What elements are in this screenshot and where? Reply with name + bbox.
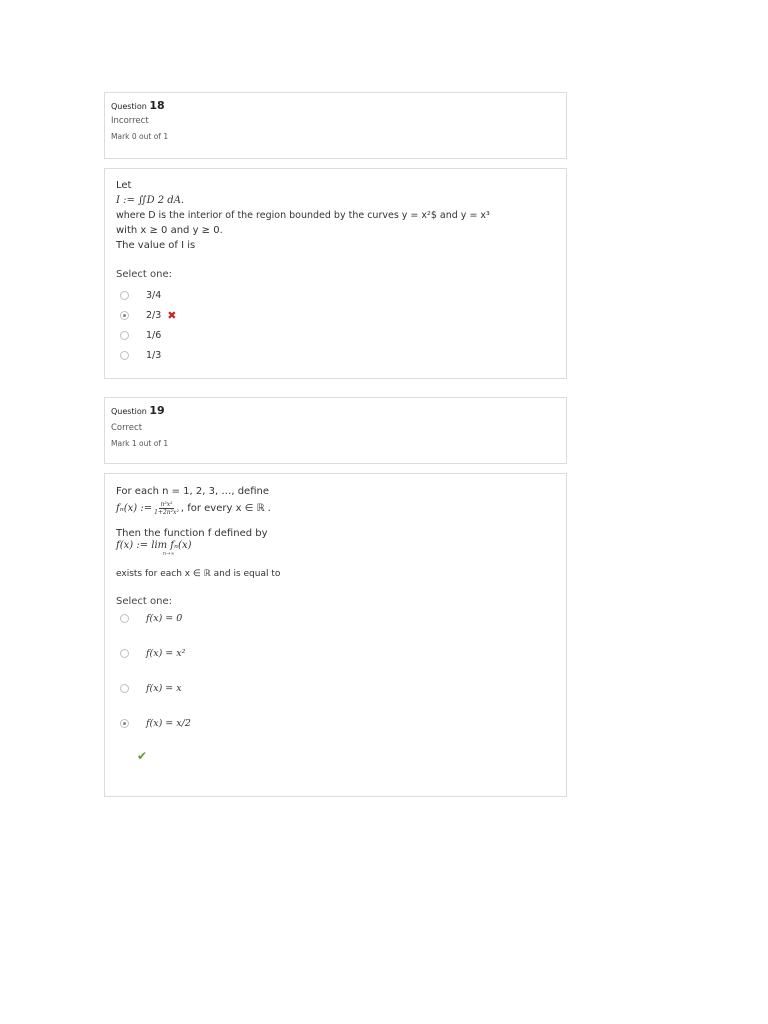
option-label: 2/3	[146, 309, 162, 321]
question-19-content	[104, 473, 567, 797]
question-text-line1: For each n = 1, 2, 3, …, define	[116, 486, 269, 497]
question-text-fn	[116, 499, 555, 517]
limit-expression	[116, 541, 192, 563]
option-label: f(x) = x²	[146, 648, 186, 659]
question-label: Question	[111, 407, 147, 416]
question-grade: Mark 0 out of 1	[111, 132, 169, 141]
question-grade: Mark 1 out of 1	[111, 439, 169, 448]
option-label: 1/3	[146, 349, 162, 361]
answer-option[interactable]	[116, 285, 555, 305]
radio-button[interactable]	[120, 649, 129, 658]
question-text-line2: where D is the interior of the region bounded by the curves y = x²$ and y = x³	[116, 210, 490, 221]
fn-fraction	[154, 501, 179, 516]
limit-subscript: n→∞	[162, 551, 175, 557]
check-icon: ✔	[137, 749, 148, 763]
question-text-fdef	[116, 541, 555, 563]
question-number-value: 18	[149, 99, 165, 112]
select-one-label: Select one:	[116, 596, 173, 607]
fn-denominator: 1+2n²x²	[154, 508, 179, 516]
cross-icon: ✖	[167, 308, 177, 322]
radio-button[interactable]	[120, 351, 129, 360]
question-text-let: Let	[116, 180, 132, 191]
option-label: f(x) = x/2	[146, 718, 191, 729]
answer-options	[116, 601, 555, 741]
answer-option[interactable]	[116, 601, 555, 636]
option-label: f(x) = x	[146, 683, 182, 694]
answer-option[interactable]	[116, 636, 555, 671]
radio-button[interactable]	[120, 331, 129, 340]
radio-button[interactable]	[120, 614, 129, 623]
question-text-line5: exists for each x ∈ ℝ and is equal to	[116, 569, 281, 579]
answer-option-selected[interactable]	[116, 706, 555, 741]
radio-button[interactable]	[120, 291, 129, 300]
answer-option[interactable]	[116, 671, 555, 706]
option-label: f(x) = 0	[146, 613, 183, 624]
question-18-info	[104, 92, 567, 159]
answer-options	[116, 285, 555, 365]
radio-button[interactable]	[120, 684, 129, 693]
option-label: 1/6	[146, 329, 162, 341]
f-definition: f(x) := lim fₙ(x)	[116, 540, 192, 551]
option-label: 3/4	[146, 289, 162, 301]
question-state: Incorrect	[111, 116, 149, 126]
fn-lhs: fₙ(x) :=	[116, 502, 153, 514]
question-text-integral: I := ∬D 2 dA.	[116, 195, 185, 206]
question-text-line4: The value of I is	[116, 240, 196, 251]
answer-option[interactable]	[116, 345, 555, 365]
question-18-content	[104, 168, 567, 379]
fn-numerator: n²x²	[160, 500, 173, 508]
select-one-label: Select one:	[116, 269, 173, 280]
question-text-line3: with x ≥ 0 and y ≥ 0.	[116, 225, 223, 236]
radio-button-selected[interactable]	[120, 311, 129, 320]
question-number-value: 19	[149, 404, 165, 417]
question-label: Question	[111, 102, 147, 111]
answer-option-selected[interactable]	[116, 305, 555, 325]
question-text-line3: Then the function f defined by	[116, 528, 268, 539]
answer-option[interactable]	[116, 325, 555, 345]
fn-tail: , for every x ∈ ℝ .	[180, 502, 271, 514]
question-number	[111, 404, 560, 417]
question-19-info	[104, 397, 567, 464]
question-number	[111, 99, 560, 112]
radio-button-selected[interactable]	[120, 719, 129, 728]
question-state: Correct	[111, 423, 143, 433]
